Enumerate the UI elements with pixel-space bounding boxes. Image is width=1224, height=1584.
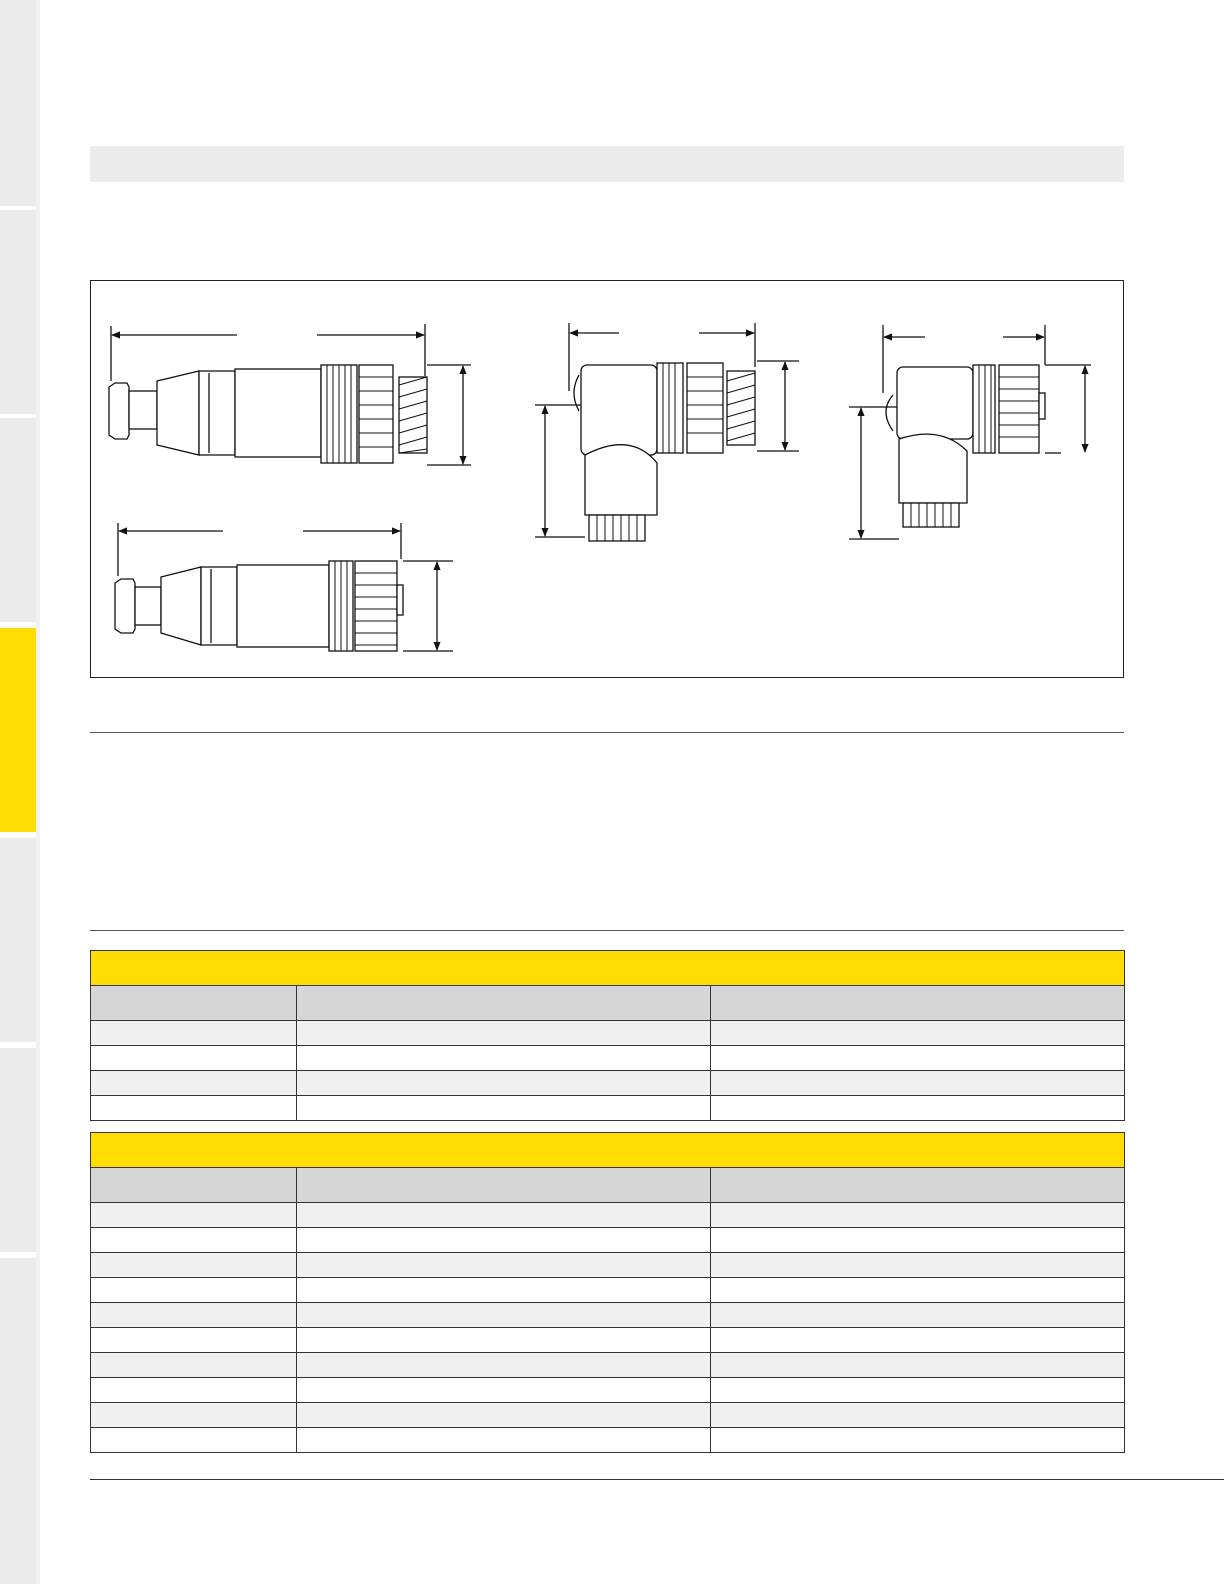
table-row bbox=[91, 1403, 1125, 1428]
side-tab-2[interactable] bbox=[0, 210, 36, 414]
table-cell bbox=[297, 1378, 711, 1403]
table-row bbox=[91, 1378, 1125, 1403]
table-cell bbox=[91, 1228, 297, 1253]
table-cell bbox=[297, 1071, 711, 1096]
table-cell bbox=[711, 1403, 1125, 1428]
table-cell bbox=[297, 1303, 711, 1328]
column-header bbox=[91, 986, 297, 1021]
table-cell bbox=[711, 1253, 1125, 1278]
column-header bbox=[711, 986, 1125, 1021]
table-cell bbox=[297, 1203, 711, 1228]
table-cell bbox=[91, 1303, 297, 1328]
straight-male-connector-icon bbox=[109, 324, 471, 465]
table-row bbox=[91, 1303, 1125, 1328]
table-row bbox=[91, 1096, 1125, 1121]
table-cell bbox=[297, 1328, 711, 1353]
table-cell bbox=[91, 1071, 297, 1096]
column-header bbox=[297, 1168, 711, 1203]
side-tab-7[interactable] bbox=[0, 1258, 36, 1584]
table-cell bbox=[91, 1378, 297, 1403]
table-cell bbox=[711, 1021, 1125, 1046]
side-tab-5[interactable] bbox=[0, 838, 36, 1042]
table-row bbox=[91, 1253, 1125, 1278]
table-cell bbox=[91, 1253, 297, 1278]
table-cell bbox=[297, 1253, 711, 1278]
side-tab-1[interactable] bbox=[0, 0, 36, 206]
table-title bbox=[91, 951, 1125, 986]
table-cell bbox=[711, 1071, 1125, 1096]
table-cell bbox=[711, 1428, 1125, 1453]
table-cell bbox=[91, 1203, 297, 1228]
connector-drawings bbox=[91, 281, 1123, 677]
side-divider bbox=[36, 0, 40, 1584]
table-cell bbox=[711, 1303, 1125, 1328]
table-row bbox=[91, 1428, 1125, 1453]
table-row bbox=[91, 1353, 1125, 1378]
table-cell bbox=[297, 1428, 711, 1453]
table-cell bbox=[711, 1353, 1125, 1378]
side-tab-strip bbox=[0, 0, 36, 1584]
table-cell bbox=[297, 1021, 711, 1046]
table-row bbox=[91, 1021, 1125, 1046]
table-row bbox=[91, 1071, 1125, 1096]
table-title bbox=[91, 1133, 1125, 1168]
table-cell bbox=[297, 1228, 711, 1253]
column-header bbox=[711, 1168, 1125, 1203]
side-tab-3[interactable] bbox=[0, 418, 36, 622]
table-cell bbox=[711, 1228, 1125, 1253]
side-tab-6[interactable] bbox=[0, 1048, 36, 1252]
right-angle-male-connector-icon bbox=[535, 323, 799, 541]
table-cell bbox=[91, 1328, 297, 1353]
table-cell bbox=[297, 1096, 711, 1121]
table-cell bbox=[711, 1096, 1125, 1121]
straight-female-connector-icon bbox=[115, 523, 453, 651]
footer-rule bbox=[90, 1479, 1224, 1480]
table-cell bbox=[91, 1096, 297, 1121]
table-cell bbox=[297, 1403, 711, 1428]
column-header bbox=[297, 986, 711, 1021]
dimension-drawing-panel bbox=[90, 280, 1124, 678]
table-cell bbox=[711, 1328, 1125, 1353]
spec-table-1 bbox=[90, 950, 1125, 1121]
table-cell bbox=[711, 1046, 1125, 1071]
table-cell bbox=[91, 1353, 297, 1378]
side-tab-4-active[interactable] bbox=[0, 628, 36, 832]
table-cell bbox=[711, 1203, 1125, 1228]
table-row bbox=[91, 1228, 1125, 1253]
column-header bbox=[91, 1168, 297, 1203]
table-cell bbox=[91, 1278, 297, 1303]
table-row bbox=[91, 1328, 1125, 1353]
table-row bbox=[91, 1278, 1125, 1303]
table-row bbox=[91, 1203, 1125, 1228]
spec-table-2 bbox=[90, 1132, 1125, 1453]
right-angle-female-connector-icon bbox=[849, 325, 1091, 539]
table-row bbox=[91, 1046, 1125, 1071]
table-cell bbox=[91, 1403, 297, 1428]
table-cell bbox=[297, 1353, 711, 1378]
table-cell bbox=[297, 1278, 711, 1303]
section-divider-2 bbox=[90, 930, 1124, 931]
table-cell bbox=[711, 1278, 1125, 1303]
table-cell bbox=[297, 1046, 711, 1071]
table-cell bbox=[91, 1021, 297, 1046]
table-cell bbox=[91, 1428, 297, 1453]
section-divider-1 bbox=[90, 732, 1124, 733]
table-cell bbox=[91, 1046, 297, 1071]
section-header-band bbox=[90, 146, 1124, 182]
table-cell bbox=[711, 1378, 1125, 1403]
